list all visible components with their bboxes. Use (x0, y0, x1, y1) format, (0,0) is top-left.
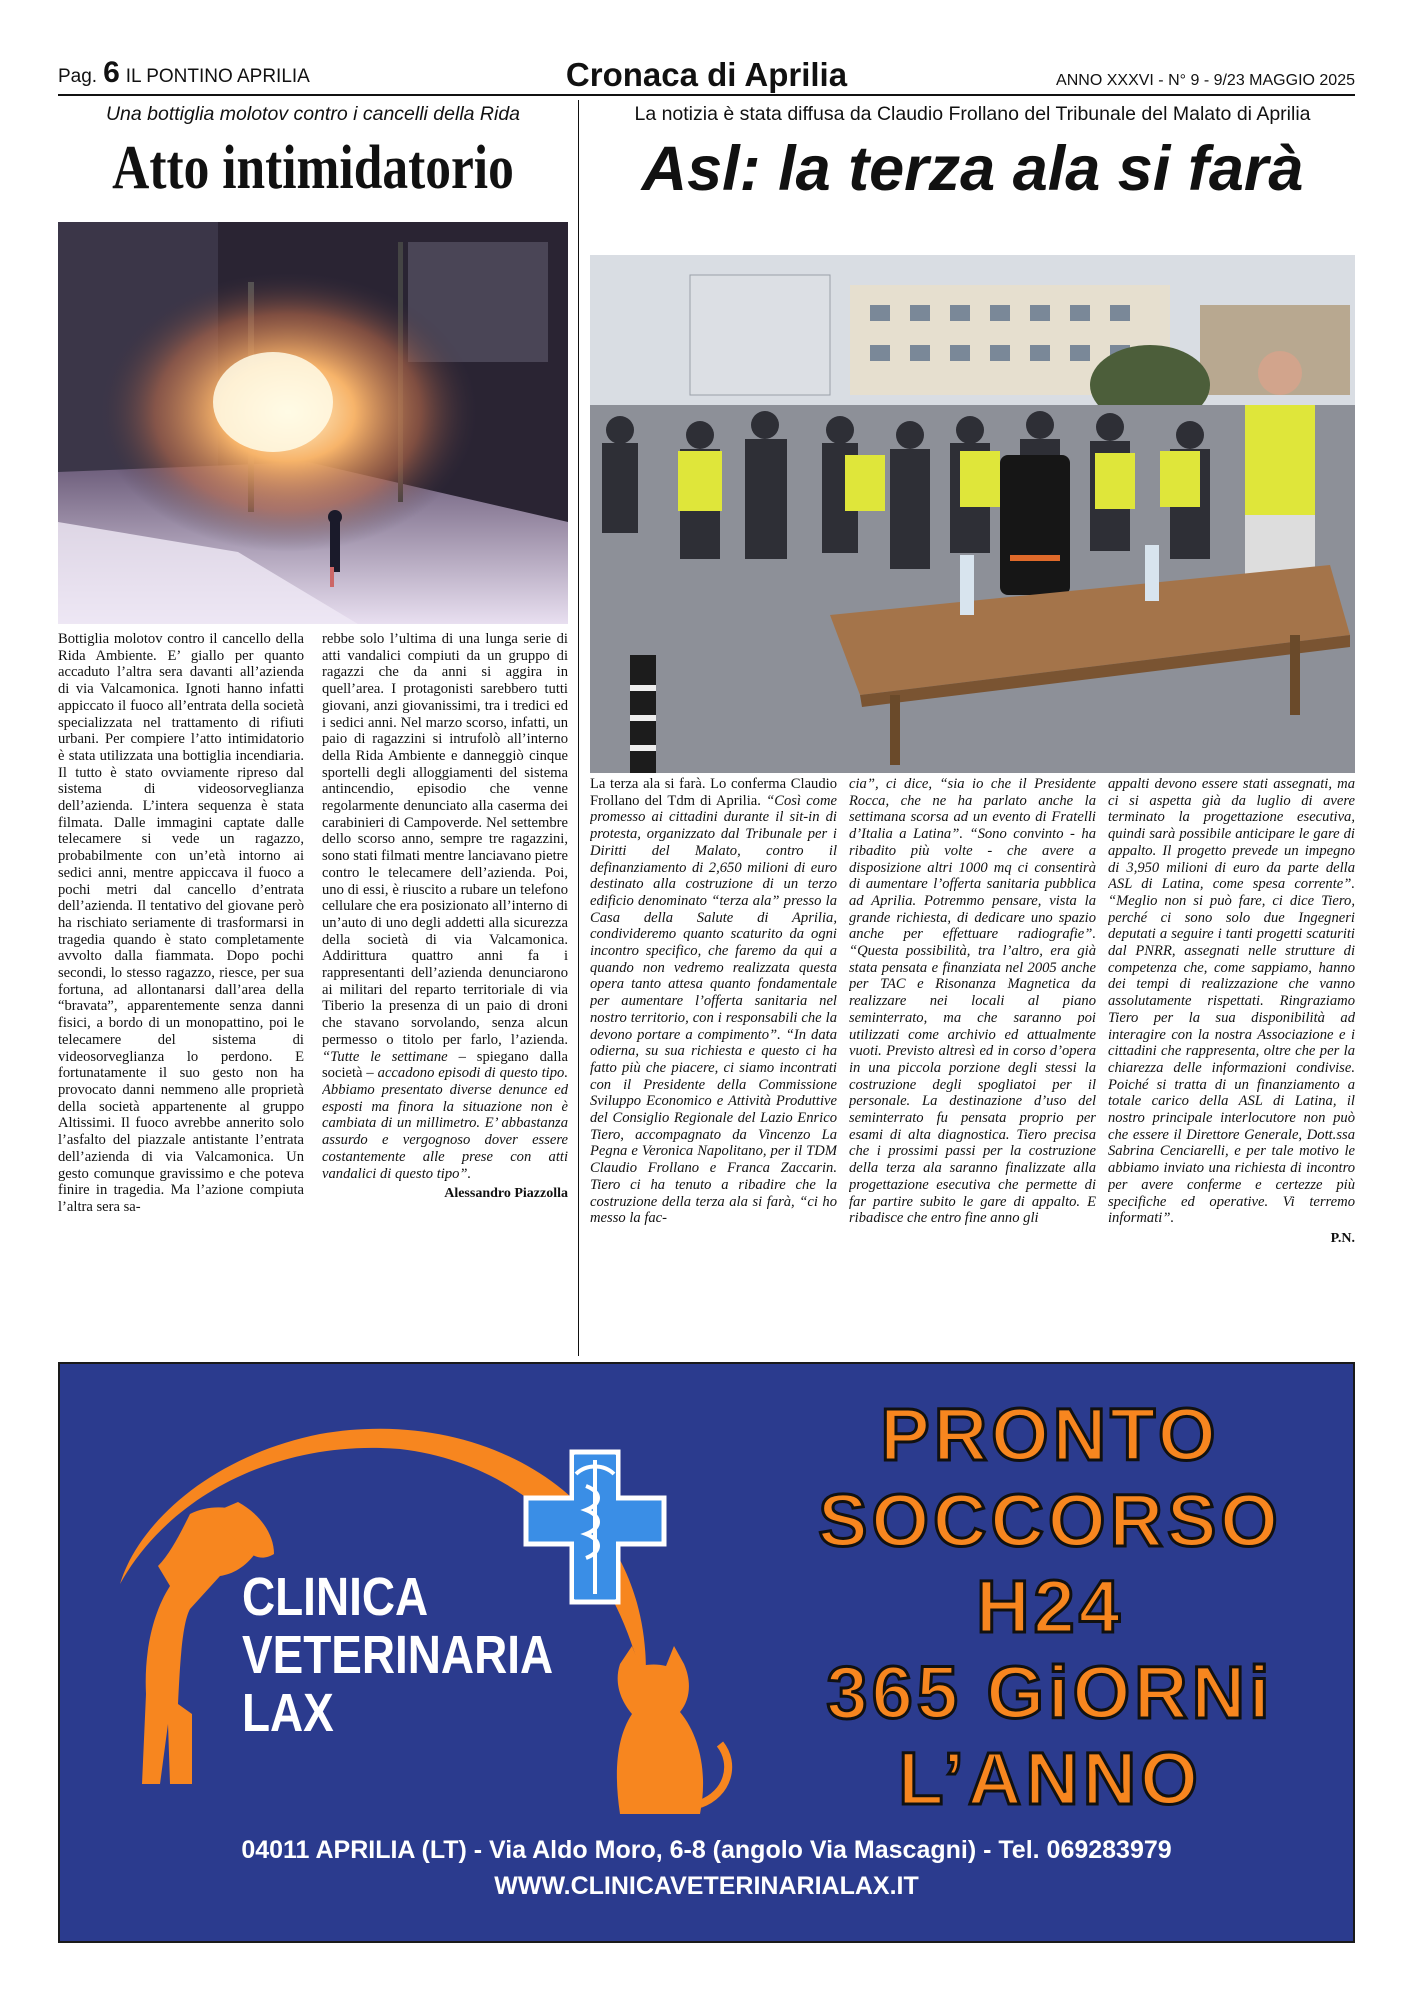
left-article-quote-b: spiegano dalla società – (322, 1048, 568, 1082)
left-article-quote-c: accadono episodi di questo tipo. Abbiamo presentato diverse denunce ed esposti ma finora la situazione non è cambiata di un millimetro. E’ abbastanza assurdo e vergognoso dover essere costantemente alle prese con atti vandalici di questo tipo”. (322, 1065, 568, 1182)
clinic-advertisement (58, 1362, 1355, 1943)
left-article-quote-a: “Tutte le settimane – (322, 1048, 466, 1065)
header-divider (58, 94, 1355, 96)
slogan-line-1: PRONTO (880, 1393, 1220, 1476)
left-article-kicker: Una bottiglia molotov contro i cancelli della Rida (105, 103, 521, 125)
page-header (58, 58, 1355, 94)
clinic-name-line-3: LAX (242, 1683, 334, 1743)
column-divider (578, 100, 579, 1356)
right-article-title: Asl: la terza ala si farà (641, 134, 1304, 204)
clinic-website-link[interactable]: WWW.CLINICAVETERINARIALAX.IT (494, 1872, 919, 1900)
emergency-slogan (770, 1392, 1330, 1822)
clinic-name-line-1: CLINICA (242, 1567, 429, 1627)
left-article-text-2: rebbe solo l’ultima di una lunga serie di atti vandalici compiuti da un gruppo di ragazzi che da anni si aggira in quell’area. I protagonisti sarebbero tutti giovani, anzi giovanissimi, tra i tredici ed i sedici anni. Nel marzo scorso, infatti, un paio di ragazzini si intrufolò all’interno della Rida Ambiente e danneggiò cinque sportelli degli alloggiamenti del sistema antincendio, episodio che venne regolarmente denunciato alla caserma dei carabinieri di Campoverde. Nel settembre dello scorso anno, sempre tre ragazzini, sono stati filmati mentre lanciavano pietre contro le telecamere dell’azienda. Poi, uno di essi, è riuscito a rubare un telefono cellulare che era posizionato all’interno di un’auto di uno degli addetti alla sicurezza della società di via Valcamonica. Addirittura quattro anni fa i rappresentanti dell’azienda denunciarono ai militari del reparto territoriale di via Tiberio la presenza di un paio di droni che stavano sorvolando, senza alcun permesso o titolo per farlo, l’azienda. (322, 631, 568, 1048)
clinic-name-line-2: VETERINARIA (242, 1625, 554, 1685)
publication-name: IL PONTINO APRILIA (125, 66, 310, 87)
clinic-address: 04011 APRILIA (LT) - Via Aldo Moro, 6-8 (angolo Via Mascagni) - Tel. 069283979 (241, 1836, 1172, 1864)
right-article-text-1: “In data odierna, su sua richiesta e questo ci ha fatto più che piacere, ci siamo incontrati con il Presidente della Commissione Sviluppo Economico e Attività Produttive del Consiglio Regionale del Lazio Enrico Tiero, accompagnato da Vincenzo La Pegna e Veronica Napolitano, per il TDM Claudio Frollano e Franca Zaccarin. Tiero ci ha tenuto a ribadire che la costruzione della terza ala si farà, “ci ho messo la fac- (590, 1026, 837, 1227)
left-article-title: Atto intimidatorio (112, 134, 514, 202)
molotov-photo (58, 222, 568, 624)
left-article-column-1 (58, 631, 304, 1353)
issue-info: ANNO XXXVI - N° 9 - 9/23 MAGGIO 2025 (1056, 72, 1355, 89)
left-article-author: Alessandro Piazzolla (444, 1186, 568, 1202)
cat-icon (617, 1646, 728, 1814)
right-article-quote: “Così come promesso ai cittadini durante il sit-in di protesta, organizzato dal Tribunale per i Diritti del Malato, contro il definanziamento di 2,650 milioni di euro destinato alla costruzione di un terzo edificio denominato “terza ala” presso la Casa della Salute di Aprilia, condivideremo quanto scaturito da ogni incontro specifico, che faremo da qui a quando non vedremo realizzata questa opera tanto attesa quanto fondamentale per aumentare l’offerta sanitaria nel nostro territorio, con i responsabili che la devono portare a compimento”. (590, 792, 837, 1043)
slogan-line-2: SOCCORSO (818, 1479, 1282, 1562)
left-article-text-1: Bottiglia molotov contro il cancello della Rida Ambiente. E’ giallo per quanto accaduto l’altra sera davanti all’azienda di via Valcamonica. Ignoti hanno infatti appiccato il fuoco all’entrata della società specializzata nel trattamento di rifiuti urbani. Per compiere l’atto intimidatorio è stata utilizzata una bottiglia incendiaria. Il tutto è stato ovviamente ripreso dal sistema di videosorveglianza dell’azienda. L’intera sequenza è stata filmata. Dalle immagini captate dalle telecamere si vede un ragazzo, probabilmente con un’età intorno ai sedici anni, mentre appiccava il fuoco a pochi metri dal cancello d’entrata dell’azienda. Il tentativo del giovane però ha rischiato seriamente di trasformarsi in tragedia quando è stato completamente avvolto dalla fiammata. Dopo pochi secondi, lo stesso ragazzo, riesce, per sua fortuna, ad allontanarsi dall’area della “bravata”, apparentemente senza danni fisici, a bordo di un monopattino, poi le telecamere del sistema di videosorveglianza lo perdono. E fortunatamente il suo gesto non ha provocato danni nemmeno alle proprietà della società appartenente al gruppo Altissimi. Il fuoco avrebbe annerito solo l’asfalto del piazzale antistante l’entrata dell’azienda di via Valcamonica. Un gesto comunque gravissimo e che poteva finire in tragedia. Ma l’azione compiuta l’altra sera sa- (58, 631, 304, 1215)
slogan-line-3: H24 (976, 1565, 1124, 1648)
right-article-column-1 (590, 776, 837, 1353)
right-article-kicker: La notizia è stata diffusa da Claudio Frollano del Tribunale del Malato di Aprilia (634, 103, 1311, 125)
page-label: Pag. (58, 66, 98, 87)
right-article-author: P.N. (1330, 1230, 1355, 1246)
sit-in-photo (590, 255, 1355, 773)
slogan-line-5: L’ANNO (898, 1737, 1202, 1820)
left-article-column-2 (322, 631, 568, 1353)
right-article-column-2 (849, 776, 1096, 1353)
clinic-name (242, 1568, 553, 1742)
right-article-lead: La terza ala si farà. Lo conferma Claudio Frollano del Tdm di Aprilia. (590, 776, 837, 809)
page-number: 6 (103, 56, 120, 89)
section-title: Cronaca di Aprilia (565, 56, 848, 93)
slogan-line-4: 365 GiORNi (826, 1651, 1274, 1734)
right-article-text-2: cia”, ci dice, “sia io che il Presidente Rocca, che ne ha parlato anche la settimana scorsa ad un evento di Fratelli d’Italia a Latina”. “Sono convinto - ha ribadito più volte - che avere a disposizione altri 1000 mq ci consentirà di aumentare l’offerta sanitaria pubblica ad Aprilia. Potremmo pensare, vista la grande richiesta, di dedicare uno spazio anche per effettuare radiografie”. “Questa possibilità, tra l’altro, era già stata pensata e finanziata nel 2005 anche per TAC e Risonanza Magnetica da realizzare nei locali al piano seminterrato, ma che saranno poi utilizzati come archivio ed attualmente vuoti. Previsto altresì ed in corso d’opera in una piccola porzione degli stessi la costruzione degli spogliatoi per il personale. La destinazione d’uso del seminterrato fu pensata proprio per esami di alta diagnostica. Tiero precisa che i prossimi passi per la costruzione della terza ala saranno finalizzate alla progettazione esecutiva che permette di far partire subito le gare di appalto. E ribadisce che entro fine anno gli (849, 776, 1096, 1227)
right-article-text-3: appalti devono essere stati assegnati, ma ci si aspetta già da luglio di avere terminato la progettazione esecutiva, quindi sarà possibile anticipare le gare di appalto. Il progetto prevede un impegno di 3,950 milioni di euro da parte della ASL di Latina, come spesa corrente”. “Meglio non si può fare, ci dice Tiero, perché ci sono solo due Ingegneri deputati a seguire i tanti progetti scaturiti dal PNRR, assegnati nelle strutture di competenza che, come sappiamo, hanno dei tempi di realizzazione che vanno assolutamente rispettati. Ringraziamo Tiero per la sua disponibilità ad interagire con la nostra Associazione e i cittadini che rappresenta, oltre che per la chiarezza delle informazioni condivise. Poiché si tratta di un finanziamento a totale carico della ASL di Latina, il nostro principale interlocutore non può che essere il Direttore Generale, Dott.ssa Sabrina Cenciarelli, e per tale motivo le abbiamo inviato una richiesta di incontro per avere conferme e certezze più specifiche ed operative. Vi terremo informati”. (1108, 776, 1355, 1227)
right-article-column-3 (1108, 776, 1355, 1353)
